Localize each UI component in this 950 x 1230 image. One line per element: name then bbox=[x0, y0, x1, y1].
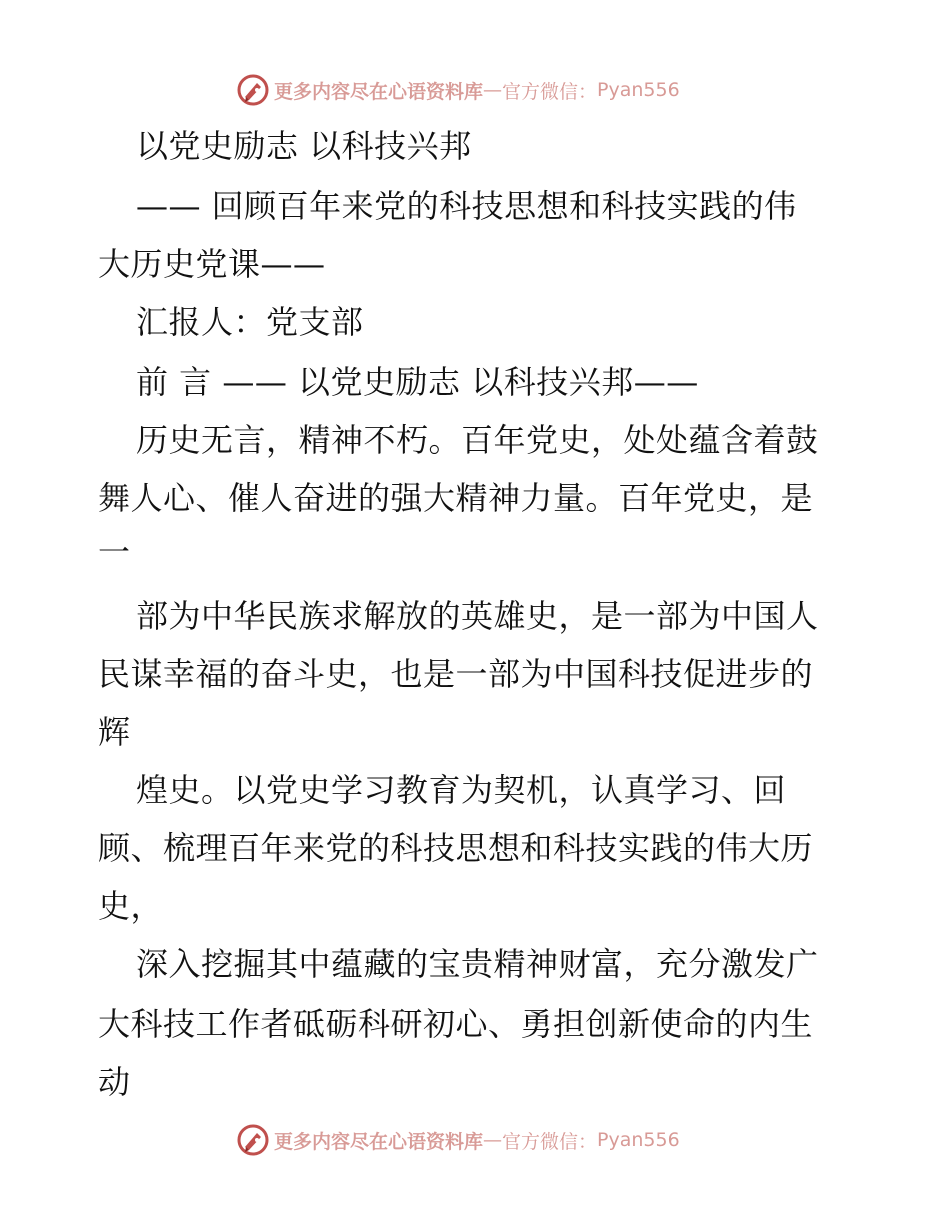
banner-main-text: 更多内容尽在心语资料库 bbox=[274, 80, 484, 103]
paragraph-line: 动 bbox=[98, 1063, 131, 1101]
paragraph-line: 史， bbox=[98, 887, 164, 925]
title-line: 以党史励志 以科技兴邦 bbox=[136, 127, 472, 165]
paragraph-line: 辉 bbox=[98, 713, 131, 751]
subtitle-line-2: 大历史党课—— bbox=[98, 245, 326, 283]
banner-wechat-id: Pyan556 bbox=[597, 79, 680, 101]
paragraph-line: 历史无言，精神不朽。百年党史，处处蕴含着鼓 bbox=[136, 421, 819, 459]
paragraph-line: 一 bbox=[98, 533, 131, 571]
paragraph-line: 部为中华民族求解放的英雄史，是一部为中国人 bbox=[136, 597, 819, 635]
banner-sub-text: 官方微信： bbox=[502, 80, 598, 103]
banner-wechat-id: Pyan556 bbox=[597, 1129, 680, 1151]
banner-dash: — bbox=[483, 79, 503, 101]
banner-main-text: 更多内容尽在心语资料库 bbox=[274, 1130, 484, 1153]
paragraph-line: 舞人心、催人奋进的强大精神力量。百年党史，是 bbox=[98, 479, 814, 517]
subtitle-line-1: —— 回顾百年来党的科技思想和科技实践的伟 bbox=[136, 187, 797, 225]
footer-banner bbox=[236, 1122, 680, 1158]
paragraph-line: 大科技工作者砥砺科研初心、勇担创新使命的内生 bbox=[98, 1005, 814, 1043]
banner-dash: — bbox=[483, 1129, 503, 1151]
header-banner bbox=[236, 72, 680, 108]
paragraph-line: 民谋幸福的奋斗史，也是一部为中国科技促进步的 bbox=[98, 655, 814, 693]
paragraph-line: 深入挖掘其中蕴藏的宝贵精神财富，充分激发广 bbox=[136, 945, 819, 983]
pen-nib-logo-icon bbox=[236, 73, 270, 107]
paragraph-line: 煌史。以党史学习教育为契机，认真学习、回 bbox=[136, 771, 787, 809]
reporter-line: 汇报人：党支部 bbox=[136, 303, 364, 341]
pen-nib-logo-icon bbox=[236, 1123, 270, 1157]
banner-sub-text: 官方微信： bbox=[502, 1130, 598, 1153]
preface-heading: 前 言 —— 以党史励志 以科技兴邦—— bbox=[136, 363, 699, 401]
paragraph-line: 顾、梳理百年来党的科技思想和科技实践的伟大历 bbox=[98, 829, 814, 867]
